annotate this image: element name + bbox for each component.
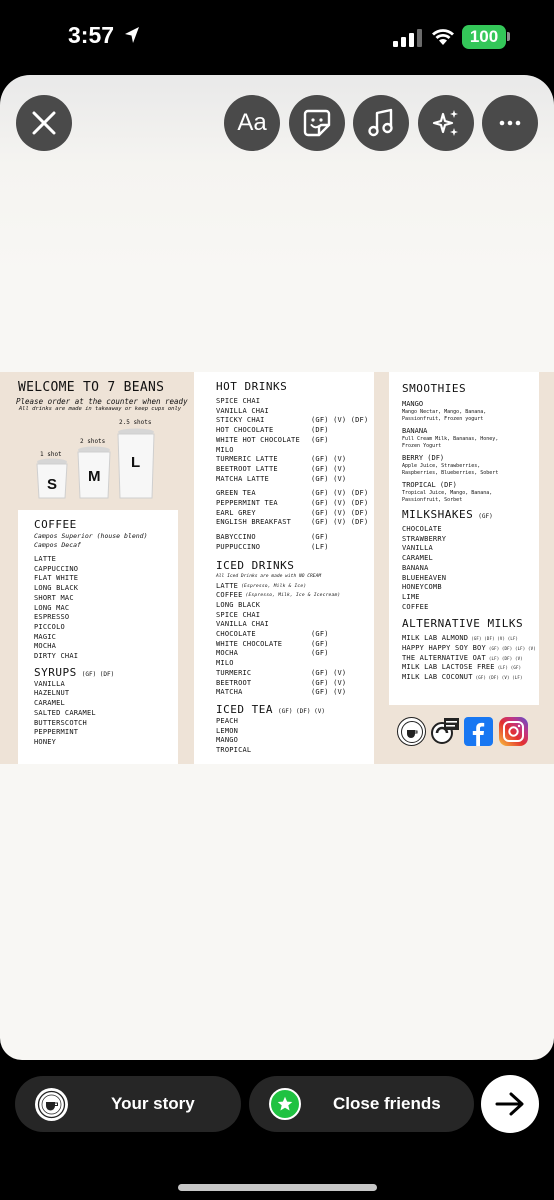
text-tool-button[interactable] (224, 95, 280, 151)
hot-drink-name: PUPPUCCINO (216, 542, 261, 551)
iced-drink-item (216, 611, 374, 621)
more-button[interactable] (482, 95, 538, 151)
hot-drinks-title: HOT DRINKS (216, 380, 288, 393)
milkshake-item (402, 564, 539, 574)
iced-drink-name: COFFEE (216, 591, 243, 600)
coffee-item-name: LONG MAC (34, 603, 70, 612)
hot-drink-name: STICKY CHAI (216, 416, 265, 425)
iced-tea-item-name: PEACH (216, 716, 239, 725)
facebook-icon (464, 717, 493, 746)
music-note-icon (367, 108, 395, 138)
hot-drink-item (216, 518, 374, 528)
hot-drink-name: HOT CHOCOLATE (216, 426, 274, 435)
coffee-item-name: MAGIC (34, 632, 57, 641)
location-arrow-icon (124, 26, 140, 44)
hot-drink-tags: (GF) (V) (311, 474, 347, 483)
hot-drink-tags: (LF) (311, 542, 329, 551)
coffee-item (34, 574, 178, 584)
smoothie-name: BERRY (DF) (402, 454, 445, 462)
iced-drink-item (216, 620, 374, 630)
coffee-item-name: LONG BLACK (34, 584, 79, 593)
iced-drink-tags: (GF) (V) (311, 678, 347, 687)
milkshake-item (402, 544, 539, 554)
iced-tea-item (216, 727, 374, 737)
hot-drink-tags: (DF) (311, 426, 329, 435)
hot-drink-item (216, 489, 374, 499)
music-button[interactable] (353, 95, 409, 151)
smoothies-title: SMOOTHIES (402, 382, 467, 395)
hot-drinks-list (216, 397, 374, 553)
iced-drink-name: TURMERIC (216, 668, 252, 677)
status-time: 3:57 (68, 22, 115, 48)
coffee-cup-icon (400, 720, 424, 744)
welcome-note: All drinks are made in takeaway or keep cups only (18, 406, 182, 412)
coffee-item (34, 565, 178, 575)
iced-drink-tags: (GF) (311, 639, 329, 648)
close-button[interactable] (16, 95, 72, 151)
coffee-item (34, 604, 178, 614)
smoothie-desc (402, 409, 539, 423)
close-friends-label: Close friends (333, 1094, 441, 1113)
smoothies-panel (389, 372, 539, 705)
menu-image (0, 372, 554, 764)
alt-milk-item (402, 673, 539, 683)
sticker-icon (303, 109, 331, 137)
close-friends-button[interactable] (249, 1076, 474, 1132)
syrups-title: SYRUPS (34, 665, 77, 679)
cellular-signal-icon (393, 29, 423, 47)
hot-drink-name: PEPPERMINT TEA (216, 499, 278, 508)
alt-milk-tags: (LF) (GF) (497, 665, 522, 671)
coffee-item-name: FLAT WHITE (34, 574, 79, 583)
iced-drink-name: MILO (216, 659, 234, 668)
coffee-title: COFFEE (34, 518, 77, 531)
alt-milks-list (402, 634, 539, 683)
smoothie-desc-line: Apple Juice, Strawberries, (402, 463, 481, 469)
iced-tea-item (216, 717, 374, 727)
home-indicator (178, 1184, 377, 1191)
syrup-item-name: HAZELNUT (34, 689, 70, 698)
alt-milk-tags: (LF) (DF) (V) (488, 655, 523, 661)
hot-drink-name: TURMERIC LATTE (216, 455, 278, 464)
syrups-tags: (GF) (DF) (81, 670, 115, 678)
syrup-item (34, 689, 178, 699)
iced-drink-name: SPICE CHAI (216, 610, 261, 619)
follow-us-icon (431, 717, 460, 746)
syrup-item (34, 738, 178, 748)
iced-tea-item-name: TROPICAL (216, 746, 252, 755)
milkshake-item-name: CHOCOLATE (402, 525, 442, 533)
milkshake-item-name: COFFEE (402, 602, 429, 611)
coffee-item-name: DIRTY CHAI (34, 652, 79, 661)
close-icon (31, 110, 57, 136)
coffee-beans (34, 532, 178, 550)
iced-drink-name: VANILLA CHAI (216, 620, 269, 629)
hot-drink-item (216, 416, 374, 426)
alt-milk-item (402, 644, 539, 654)
syrups-header (34, 666, 178, 680)
smoothie-name: MANGO (402, 400, 424, 408)
hot-drink-name: ENGLISH BREAKFAST (216, 518, 292, 527)
iced-drink-name: LONG BLACK (216, 600, 261, 609)
sparkles-icon (431, 108, 461, 138)
syrup-item-name: CARAMEL (34, 699, 65, 708)
milkshake-item (402, 593, 539, 603)
smoothie-desc-line: Full Cream Milk, Bananas, Honey, (402, 436, 499, 442)
hot-drink-item (216, 499, 374, 509)
iced-tea-tags: (GF) (DF) (V) (277, 707, 325, 715)
alt-milk-item (402, 634, 539, 644)
coffee-logo-icon (37, 1090, 66, 1119)
story-canvas[interactable] (0, 75, 554, 1060)
cup-shots-label: 2 shots (80, 438, 106, 445)
smoothie-desc-line: Raspberries, Blueberries, Sobert (402, 470, 499, 476)
milkshake-item-name: LIME (402, 592, 420, 601)
hot-drink-tags: (GF) (V) (DF) (311, 518, 369, 527)
cup-size-label: S (47, 476, 58, 493)
coffee-bean-line: Campos Decaf (34, 541, 81, 549)
battery-tip (507, 32, 510, 41)
hot-drink-name: MILO (216, 445, 234, 454)
iced-drinks-title: ICED DRINKS (216, 558, 295, 572)
cup-size-label: L (131, 454, 141, 471)
coffee-item (34, 633, 178, 643)
iced-tea-item-name: MANGO (216, 736, 239, 745)
hot-drink-item (216, 543, 374, 553)
iced-drink-name: BEETROOT (216, 678, 252, 687)
iced-drink-item (216, 669, 374, 679)
cup-size-label: M (88, 468, 101, 485)
hot-drink-name: EARL GREY (216, 508, 256, 517)
syrup-item (34, 680, 178, 690)
star-icon (277, 1096, 293, 1112)
smoothie-name: BANANA (402, 427, 428, 435)
coffee-item (34, 594, 178, 604)
iced-drink-item (216, 591, 374, 601)
text-tool-label: Aa (237, 109, 267, 136)
hot-drink-item (216, 446, 374, 456)
iced-tea-item-name: LEMON (216, 726, 239, 735)
iced-drink-tags: (GF) (311, 649, 329, 658)
milkshake-item (402, 603, 539, 613)
milkshakes-title: MILKSHAKES (402, 508, 474, 521)
syrup-item-name: BUTTERSCOTCH (34, 718, 87, 727)
smoothie-desc-line: Passionfruit, Frozen yogurt (402, 416, 484, 422)
send-button[interactable] (481, 1075, 539, 1133)
facebook-link[interactable] (464, 717, 493, 746)
hot-drink-tags: (GF) (V) (DF) (311, 489, 369, 498)
milkshake-item (402, 554, 539, 564)
arrow-right-icon (495, 1091, 525, 1117)
cup-shots-label: 2.5 shots (119, 419, 152, 426)
smoothies-list (402, 400, 539, 504)
coffee-item (34, 652, 178, 662)
hot-drink-tags: (GF) (V) (DF) (311, 416, 369, 425)
milkshake-item-name: HONEYCOMB (402, 583, 442, 592)
your-story-button[interactable] (15, 1076, 241, 1132)
coffee-list (34, 555, 178, 662)
follow-us-badge (431, 717, 460, 746)
iced-drink-name: LATTE (216, 581, 239, 590)
more-icon (499, 120, 521, 126)
syrup-item (34, 728, 178, 738)
iced-tea-item (216, 736, 374, 746)
wifi-icon (430, 26, 456, 46)
milkshake-item-name: STRAWBERRY (402, 534, 447, 543)
hot-drink-name: WHITE HOT CHOCOLATE (216, 435, 300, 444)
hot-drink-item (216, 533, 374, 543)
alt-milk-name: MILK LAB LACTOSE FREE (402, 663, 495, 672)
hot-drink-item (216, 397, 374, 407)
syrup-item-name: HONEY (34, 737, 57, 746)
cup-shots-label: 1 shot (40, 451, 62, 458)
iced-drink-item (216, 640, 374, 650)
hot-drink-name: BEETROOT LATTE (216, 464, 278, 473)
smoothie-desc-line: Mango Nectar, Mango, Banana, (402, 409, 487, 415)
iced-tea-item (216, 746, 374, 756)
milkshake-item (402, 574, 539, 584)
syrup-item-name: VANILLA (34, 679, 65, 688)
milkshake-item (402, 525, 539, 535)
iced-drink-item (216, 582, 374, 592)
close-friends-badge (269, 1088, 301, 1120)
iced-drink-item (216, 659, 374, 669)
hot-drink-item (216, 455, 374, 465)
iced-drink-item (216, 688, 374, 698)
hot-drink-item (216, 407, 374, 417)
milkshake-item-name: CARAMEL (402, 554, 433, 563)
welcome-title: WELCOME TO 7 BEANS (18, 380, 165, 395)
your-story-label: Your story (111, 1094, 195, 1113)
smoothie-name: TROPICAL (DF) (402, 481, 457, 489)
smoothie-desc (402, 463, 539, 477)
milkshake-item (402, 583, 539, 593)
alt-milk-name: THE ALTERNATIVE OAT (402, 653, 486, 662)
sticker-button[interactable] (289, 95, 345, 151)
milkshake-item-name: VANILLA (402, 544, 433, 553)
iced-drinks-note: All Iced Drinks are made with NO CREAM (216, 573, 322, 579)
profile-avatar (35, 1088, 68, 1121)
coffee-item-name: LATTE (34, 555, 57, 563)
smoothie-desc-line: Passionfruit, Sorbet (402, 497, 463, 503)
iced-tea-title: ICED TEA (216, 702, 273, 716)
iced-drink-tags: (GF) (V) (311, 668, 347, 677)
hot-drink-tags: (GF) (V) (DF) (311, 508, 369, 517)
syrup-item (34, 699, 178, 709)
instagram-link[interactable] (499, 717, 528, 746)
smoothie-desc-line: Tropical Juice, Mango, Banana, (402, 490, 493, 496)
hot-drink-name: SPICE CHAI (216, 397, 261, 405)
iced-drink-item (216, 649, 374, 659)
instagram-icon (502, 720, 525, 743)
hot-drink-name: BABYCCINO (216, 533, 256, 542)
coffee-item-name: ESPRESSO (34, 613, 70, 622)
coffee-bean-line: Campos Superior (house blend) (34, 532, 148, 540)
alt-milk-tags: (GF) (DF) (LF) (V) (488, 646, 536, 652)
milkshake-item (402, 535, 539, 545)
coffee-item-name: MOCHA (34, 642, 57, 651)
milkshakes-header (402, 508, 539, 522)
alt-milks-title: ALTERNATIVE MILKS (402, 617, 524, 631)
coffee-item (34, 584, 178, 594)
syrups-list (34, 680, 178, 748)
alt-milk-tags: (GF) (DF) (V) (LF) (471, 636, 519, 642)
iced-drink-name: WHITE CHOCOLATE (216, 639, 283, 648)
iced-drink-desc: (Espresso, Milk, Ice & Icecream) (245, 593, 341, 599)
hot-drink-name: GREEN TEA (216, 489, 256, 498)
iced-drink-item (216, 679, 374, 689)
iced-drink-tags: (GF) (311, 630, 329, 639)
status-bar (0, 0, 554, 75)
coffee-item (34, 623, 178, 633)
coffee-item-name: SHORT MAC (34, 593, 74, 602)
iced-drink-name: MATCHA (216, 688, 243, 697)
syrup-item-name: PEPPERMINT (34, 728, 79, 737)
iced-drink-name: CHOCOLATE (216, 630, 256, 639)
syrup-item-name: SALTED CARAMEL (34, 708, 96, 717)
hot-drink-item (216, 465, 374, 475)
alt-milk-name: MILK LAB COCONUT (402, 673, 473, 682)
alt-milk-item (402, 663, 539, 673)
welcome-subtitle: Please order at the counter when ready (16, 397, 188, 406)
iced-drinks-list (216, 582, 374, 698)
smoothie-desc-line: Frozen Yogurt (402, 443, 442, 449)
alt-milk-item (402, 654, 539, 664)
iced-drink-item (216, 601, 374, 611)
smoothie-desc (402, 490, 539, 504)
iced-drink-name: MOCHA (216, 649, 239, 658)
hot-drink-item (216, 475, 374, 485)
hot-drink-tags: (GF) (V) (DF) (311, 499, 369, 508)
syrup-item (34, 709, 178, 719)
hot-drink-tags: (GF) (311, 533, 329, 542)
iced-drink-item (216, 630, 374, 640)
iced-drink-desc: (Espresso, Milk & Ice) (241, 583, 307, 589)
milkshake-item-name: BLUEHEAVEN (402, 573, 447, 582)
hot-drink-name: VANILLA CHAI (216, 406, 269, 415)
hot-drink-item (216, 509, 374, 519)
hot-drink-tags: (GF) (311, 435, 329, 444)
syrup-item (34, 719, 178, 729)
hot-drink-item (216, 436, 374, 446)
effects-button[interactable] (418, 95, 474, 151)
milkshakes-list (402, 525, 539, 612)
iced-tea-list (216, 717, 374, 756)
alt-milk-name: MILK LAB ALMOND (402, 634, 469, 643)
hot-drink-name: MATCHA LATTE (216, 474, 269, 483)
hot-drink-item (216, 426, 374, 436)
hot-drink-tags: (GF) (V) (311, 464, 347, 473)
coffee-panel (18, 510, 178, 764)
iced-tea-header (216, 703, 374, 717)
coffee-item (34, 555, 178, 565)
milkshakes-tags: (GF) (478, 513, 493, 520)
smoothie-desc (402, 436, 539, 450)
coffee-item-name: CAPPUCCINO (34, 564, 79, 573)
alt-milk-tags: (GF) (DF) (V) (LF) (475, 675, 523, 681)
7-beans-logo (397, 717, 426, 746)
coffee-item (34, 613, 178, 623)
alt-milk-name: HAPPY HAPPY SOY BOY (402, 644, 486, 653)
iced-drink-tags: (GF) (V) (311, 688, 347, 697)
drinks-panel (194, 372, 374, 764)
milkshake-item-name: BANANA (402, 563, 429, 572)
battery-indicator: 100 (462, 25, 506, 49)
hot-drink-tags: (GF) (V) (311, 455, 347, 464)
coffee-item (34, 642, 178, 652)
coffee-item-name: PICCOLO (34, 622, 65, 631)
